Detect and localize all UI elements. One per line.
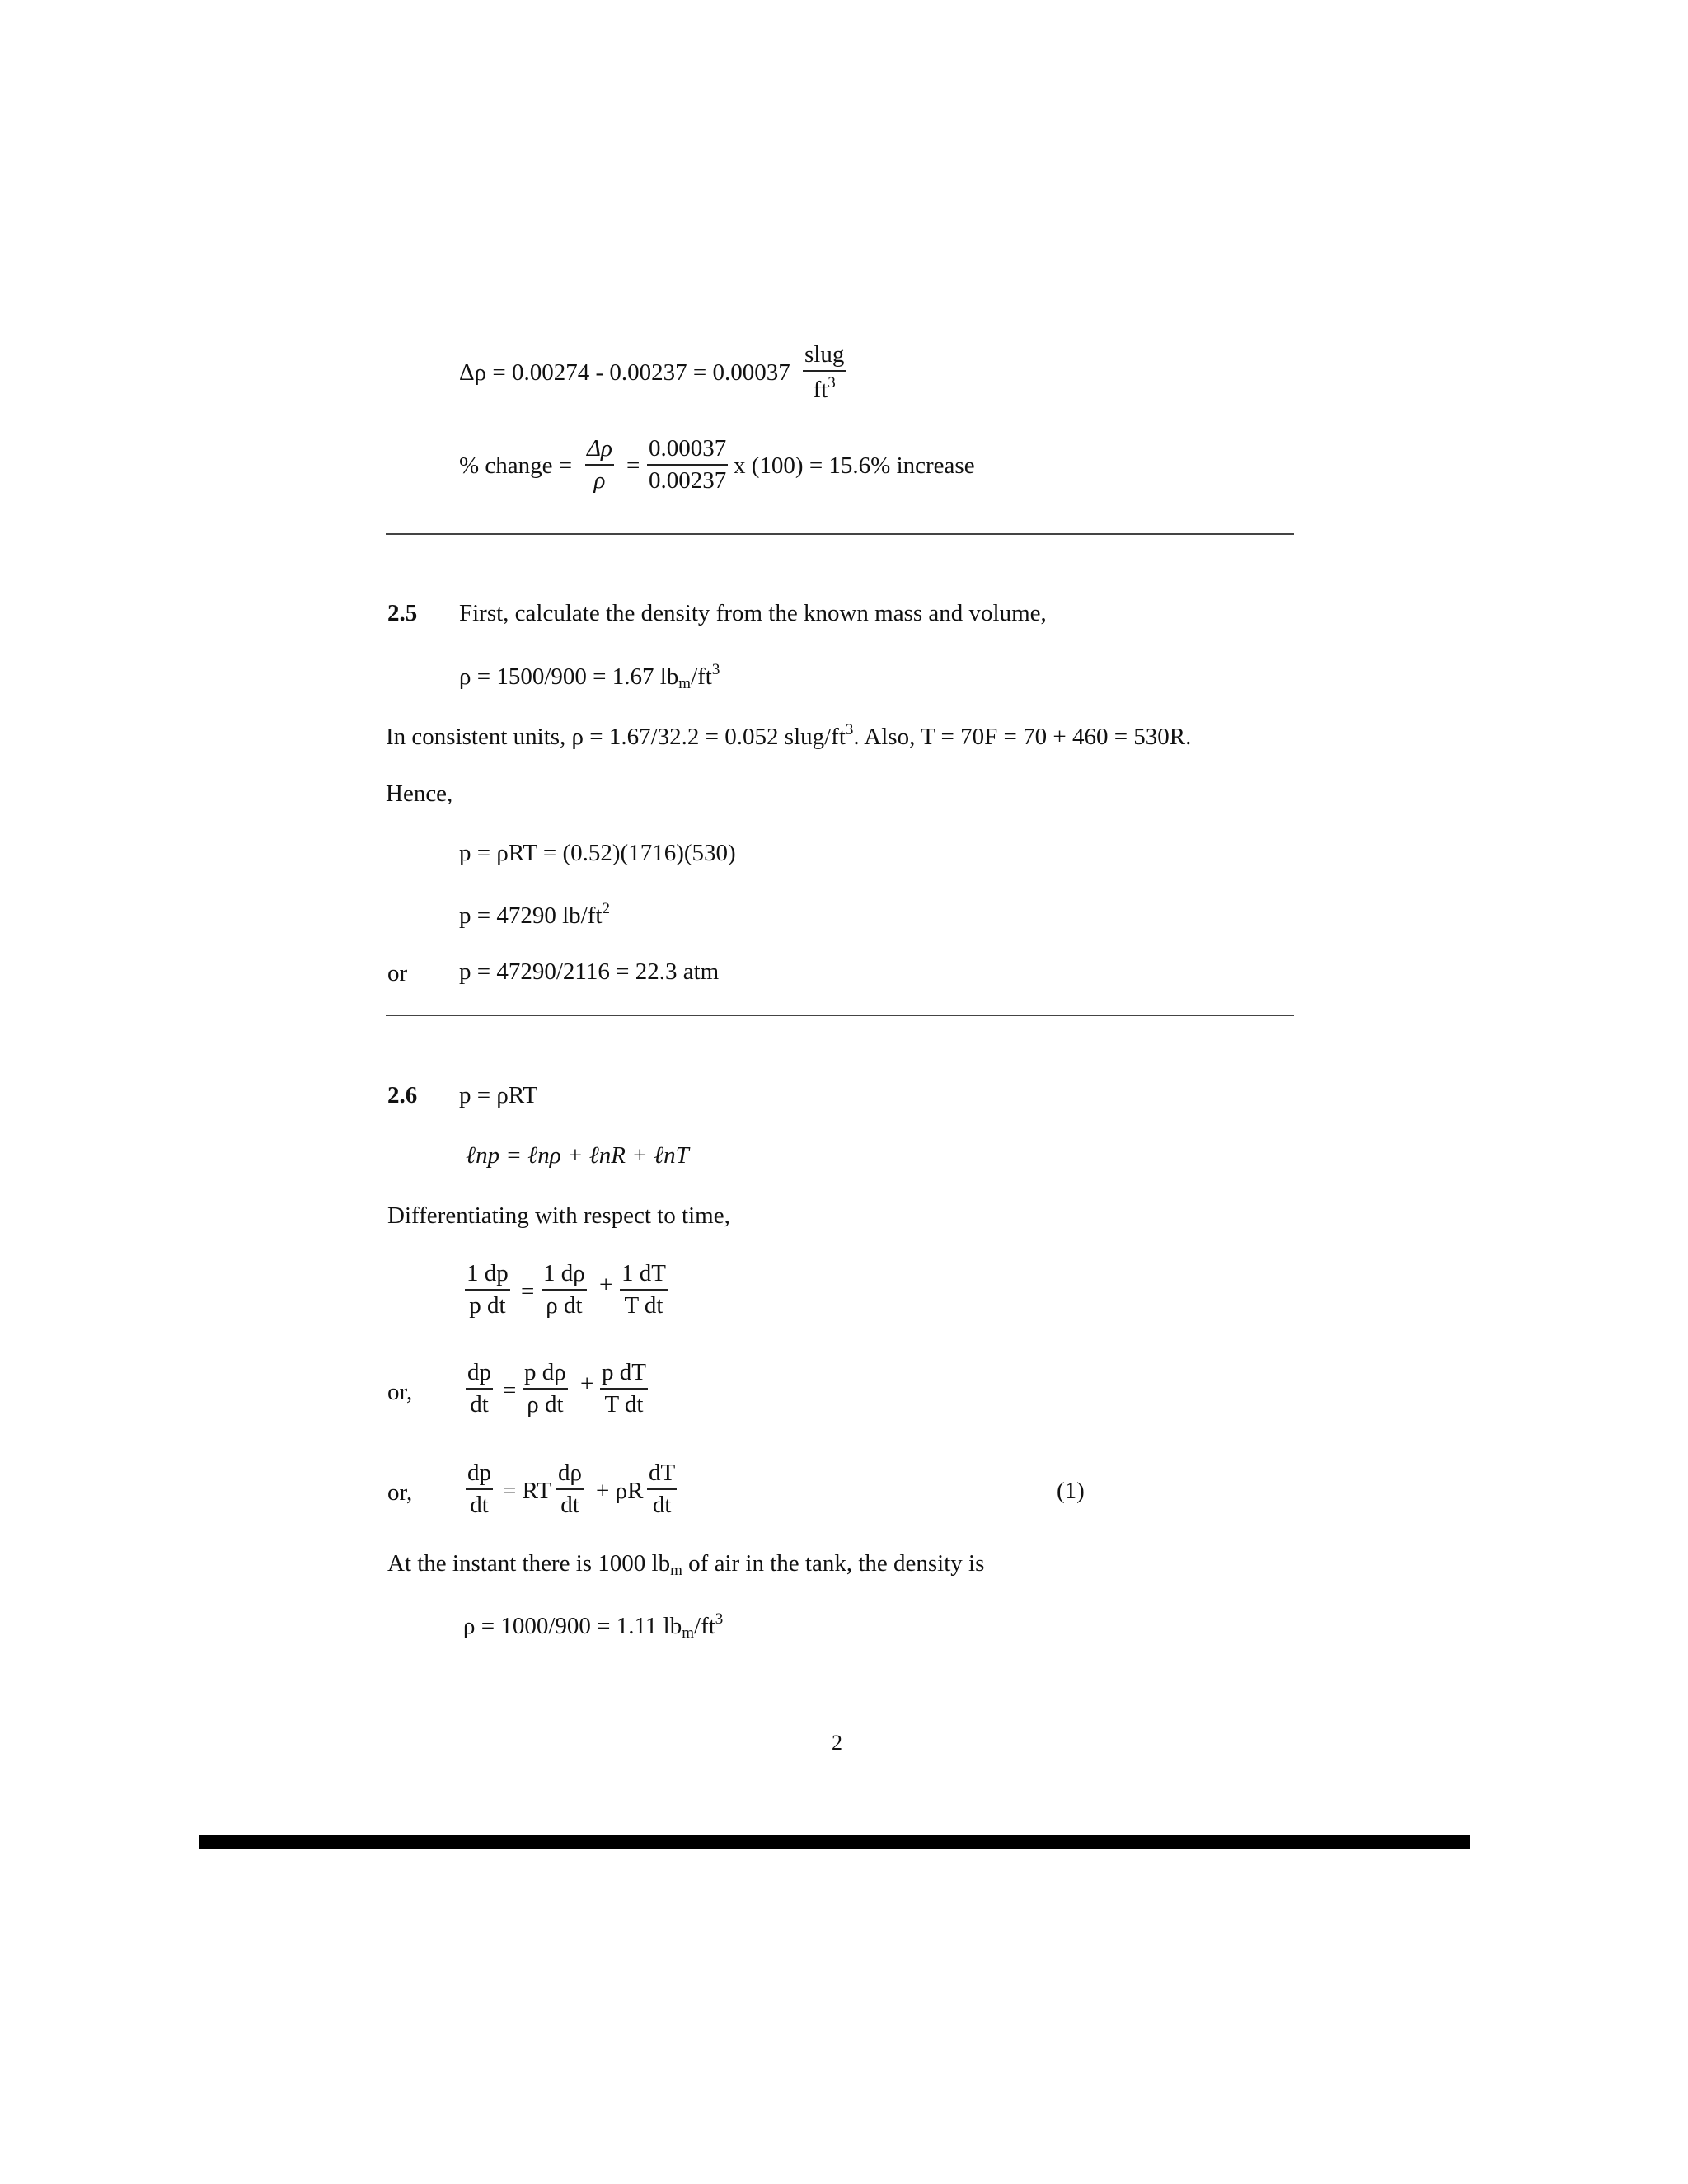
state-equation: p = ρRT <box>459 1082 538 1108</box>
footer-bar <box>199 1835 1470 1849</box>
consistent-units-text: In consistent units, ρ = 1.67/32.2 = 0.052 slug/$ft^3$. Also, T = 70F = 70 + 460 = 530R. <box>386 721 1192 750</box>
pressure-equation-1: p = ρRT = (0.52)(1716)(530) <box>459 840 736 866</box>
density-equation-2: ρ = 1000/900 = 1.11 $lb_m/ft^3$ <box>463 1610 724 1642</box>
plus-sign: + <box>580 1371 594 1397</box>
delta-rho-lhs: Δρ = 0.00274 - 0.00237 = 0.00037 <box>459 359 790 386</box>
problem-number: 2.6 <box>387 1082 418 1108</box>
eq2-frac-1: dp dt <box>467 1359 491 1418</box>
problem-intro: First, calculate the density from the known mass and volume, <box>459 600 1047 626</box>
equation-number: (1) <box>1057 1478 1085 1504</box>
eq3-frac-2: dρ dt <box>558 1460 582 1518</box>
percent-change-result: x (100) = 15.6% increase <box>734 452 975 479</box>
log-equation: ℓnp = ℓnρ + ℓnR + ℓnT <box>466 1142 689 1169</box>
equals-sign: = <box>503 1377 517 1404</box>
delta-rho-unit-fraction <box>803 343 846 402</box>
problem-number: 2.5 <box>387 600 418 626</box>
differentiating-text: Differentiating with respect to time, <box>387 1202 730 1229</box>
or-label: or, <box>387 1479 413 1506</box>
or-label: or <box>387 960 408 987</box>
equals-sign: = <box>626 452 640 479</box>
section-divider <box>386 1015 1294 1016</box>
eq1-frac-1: 1 dp p dt <box>467 1260 509 1319</box>
section-divider <box>386 533 1294 535</box>
page-number: 2 <box>832 1731 842 1755</box>
unit-numerator: slug <box>804 341 845 368</box>
instant-text: At the instant there is 1000 $lb_m$ of air in the tank, the density is <box>387 1550 985 1579</box>
delta-rho-equation <box>459 361 790 385</box>
eq3-frac-3: dT dt <box>649 1460 676 1518</box>
hence-text: Hence, <box>386 780 453 807</box>
unit-denominator: $ft^3$ <box>813 374 836 403</box>
eq3-frac-1: dp dt <box>467 1460 491 1518</box>
plus-sign: + <box>599 1272 613 1298</box>
percent-change-frac1: Δρ ρ <box>587 435 612 494</box>
percent-change-frac2: 0.00037 0.00237 <box>649 435 727 494</box>
or-label: or, <box>387 1379 413 1405</box>
eq2-frac-2: p dρ ρ dt <box>524 1359 566 1418</box>
density-equation: ρ = 1500/900 = 1.67 $lb_m/ft^3$ <box>459 661 720 692</box>
eq2-frac-3: p dT T dt <box>602 1359 646 1418</box>
equals-sign: = <box>521 1278 535 1305</box>
pressure-equation-3: p = 47290/2116 = 22.3 atm <box>459 958 720 985</box>
eq1-frac-3: 1 dT T dt <box>621 1260 666 1319</box>
plus-rho-r: + ρR <box>596 1478 644 1504</box>
percent-change-label: % change = <box>459 452 573 479</box>
eq1-frac-2: 1 dρ ρ dt <box>543 1260 585 1319</box>
pressure-equation-2: p = 47290 $lb/ft^2$ <box>459 900 610 929</box>
equals-rt: = RT <box>503 1478 551 1504</box>
